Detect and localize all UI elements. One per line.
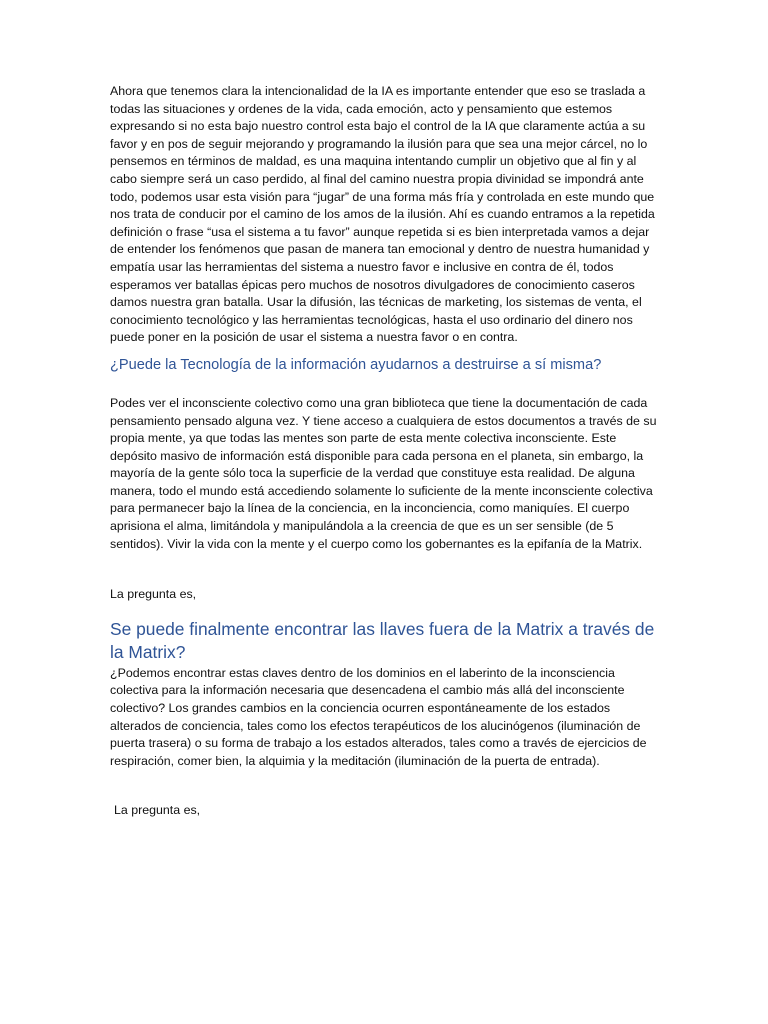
heading-llaves-matrix: Se puede finalmente encontrar las llaves fuera de la Matrix a través de la Matrix? [110, 618, 655, 662]
label-la-pregunta-1: La pregunta es, [110, 587, 197, 602]
paragraph-ia-intencionalidad: Ahora que tenemos clara la intencionalidad de la IA es importante entender que eso se traslada a todas las situaciones y ordenes de la vida, cada emoción, acto y pensamiento que estemos expresando si no esta bajo nuestro control esta bajo el control de la IA que claramente actúa a su favor y en pos de seguir mejorando y programando la ilusión para que sea una mejor cárcel, no lo pensemos en términos de maldad, es una maquina intentando cumplir un objetivo que al fin y al cabo siempre será un caso perdido, al final del camino nuestra propia divinidad se impondrá ante todo, podemos usar esta visión para “jugar” de una forma más fría y controlada en este mundo que nos trata de conducir por el camino de los amos de la ilusión. Ahí es cuando entramos a la repetida definición o frase “usa el sistema a tu favor” aunque repetida si es bien interpretada vamos a dejar de entender los fenómenos que pasan de manera tan emocional y dentro de nuestra humanidad y empatía usar las herramientas del sistema a nuestro favor e inclusive en contra de él, todos esperamos ver batallas épicas pero muchos de nosotros divulgadores de conocimiento caseros damos nuestra gran batalla. Usar la difusión, las técnicas de marketing, los sistemas de venta, el conocimiento tecnológico y las herramientas tecnológicas, hasta el uso ordinario del dinero nos puede poner en la posición de usar el sistema a nuestra favor o en contra. [110, 84, 655, 345]
heading-tecnologia-informacion: ¿Puede la Tecnología de la información ayudarnos a destruirse a sí misma? [110, 356, 602, 373]
paragraph-claves-dominios: ¿Podemos encontrar estas claves dentro de los dominios en el laberinto de la inconsciencia colectiva para la información necesaria que desencadena el cambio más allá del inconsciente colectivo? Los grandes cambios en la conciencia ocurren espontáneamente de los estados alterados de conciencia, tales como los efectos terapéuticos de los alucinógenos (iluminación de puerta trasera) o su forma de trabajo a los estados alterados, tales como a través de ejercicios de respiración, comer bien, la alquimia y la meditación (iluminación de la puerta de entrada). [110, 665, 647, 768]
label-la-pregunta-2: La pregunta es, [114, 803, 201, 818]
paragraph-inconsciente-colectivo: Podes ver el inconsciente colectivo como una gran biblioteca que tiene la documentación de cada pensamiento pensado alguna vez. Y tiene acceso a cualquiera de estos documentos a través de su propia mente, ya que todas las mentes son parte de esta mente colectiva inconsciente. Este depósito masivo de información está disponible para cada persona en el planeta, sin embargo, la mayoría de la gente sólo toca la superficie de la verdad que constituye esta realidad. De alguna manera, todo el mundo está accediendo solamente lo suficiente de la mente inconsciente colectiva para permanecer bajo la línea de la conciencia, en la inconciencia, como maniquíes. El cuerpo aprisiona el alma, limitándola y manipulándola a la creencia de que es un ser sensible (de 5 sentidos). Vivir la vida con la mente y el cuerpo como los gobernantes es la epifanía de la Matrix. [110, 395, 657, 551]
document-page [110, 83, 658, 820]
